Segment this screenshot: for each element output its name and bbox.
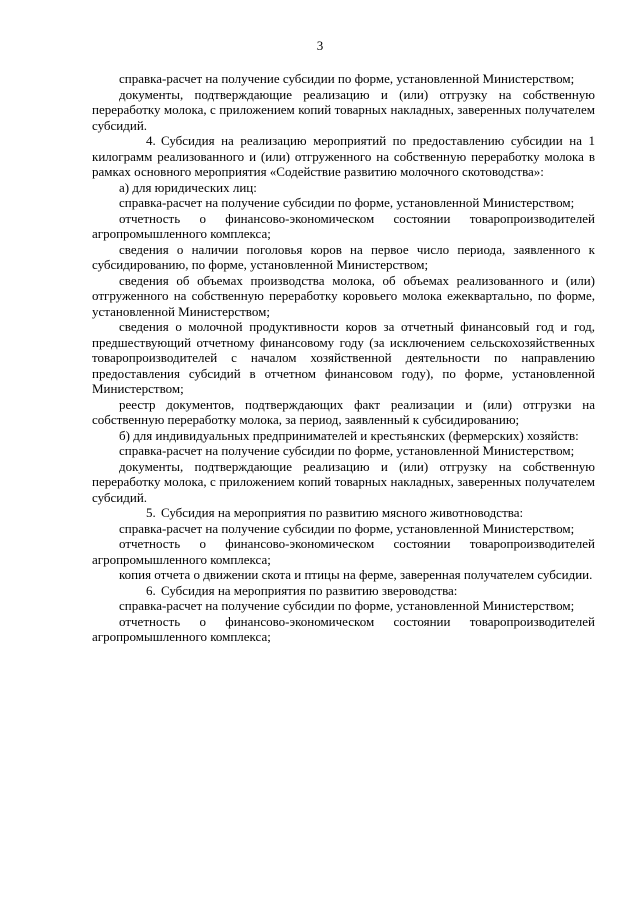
- paragraph: справка-расчет на получение субсидии по форме, установленной Министерством;: [119, 598, 575, 613]
- paragraph: документы, подтверждающие реализацию и (или) отгрузку на собственную переработку молока, с приложением копий товарных накладных, заверенных получателем субсидий.: [92, 458, 595, 505]
- paragraph: а) для юридических лиц:: [119, 179, 257, 195]
- paragraph: сведения о молочной продуктивности коров за отчетный финансовый год и год, предшествующий отчетному финансовому году (за исключением сельскохозяйственных товаропроизводителей с началом хозяйственной деятельности по направлению предоставления субсидий в отчетном финансовом году), по форме, установленной Министерством;: [92, 319, 595, 396]
- paragraph: справка-расчет на получение субсидии по форме, установленной Министерством;: [119, 520, 575, 536]
- section-4: [92, 133, 595, 180]
- paragraph: копия отчета о движении скота и птицы на ферме, заверенная получателем субсидии.: [119, 567, 593, 582]
- section-number: 4.: [146, 133, 156, 148]
- paragraph: справка-расчет на получение субсидии по форме, установленной Министерством;: [119, 195, 575, 210]
- section-5: [92, 505, 595, 521]
- section-text: Субсидия на мероприятия по развитию звероводства:: [161, 582, 458, 598]
- section-text: Субсидия на мероприятия по развитию мясного животноводства:: [161, 505, 524, 520]
- page-number: 3: [316, 38, 324, 53]
- document-body: [92, 71, 595, 645]
- paragraph: отчетность о финансово-экономическом состоянии товаропроизводителей агропромышленного комплекса;: [92, 536, 595, 567]
- paragraph: реестр документов, подтверждающих факт реализации и (или) отгрузки на собственную переработку молока, за период, заявленный к субсидированию;: [92, 396, 595, 427]
- paragraph: справка-расчет на получение субсидии по форме, установленной Министерством;: [119, 71, 575, 86]
- section-number: 6.: [146, 582, 156, 598]
- paragraph: сведения об объемах производства молока, об объемах реализованного и (или) отгруженного на собственную переработку коровьего молока ежеквартально, по форме, установленной Министерством;: [92, 272, 595, 319]
- section-6: [92, 583, 595, 599]
- section-number: 5.: [146, 505, 156, 520]
- paragraph: документы, подтверждающие реализацию и (или) отгрузку на собственную переработку молока, с приложением копий товарных накладных, заверенных получателем субсидий.: [92, 86, 595, 133]
- section-text: Субсидия на реализацию мероприятий по предоставлению субсидии на 1 килограмм реализованного и (или) отгруженного на собственную переработку молока в рамках основного мероприятия «Содействие развитию молочного скотоводства»:: [92, 133, 595, 179]
- paragraph: отчетность о финансово-экономическом состоянии товаропроизводителей агропромышленного комплекса;: [92, 613, 595, 644]
- paragraph: отчетность о финансово-экономическом состоянии товаропроизводителей агропромышленного комплекса;: [92, 210, 595, 241]
- paragraph: сведения о наличии поголовья коров на первое число периода, заявленного к субсидированию, по форме, установленной Министерством;: [92, 241, 595, 272]
- paragraph: б) для индивидуальных предпринимателей и крестьянских (фермерских) хозяйств:: [119, 427, 579, 443]
- paragraph: справка-расчет на получение субсидии по форме, установленной Министерством;: [119, 443, 575, 458]
